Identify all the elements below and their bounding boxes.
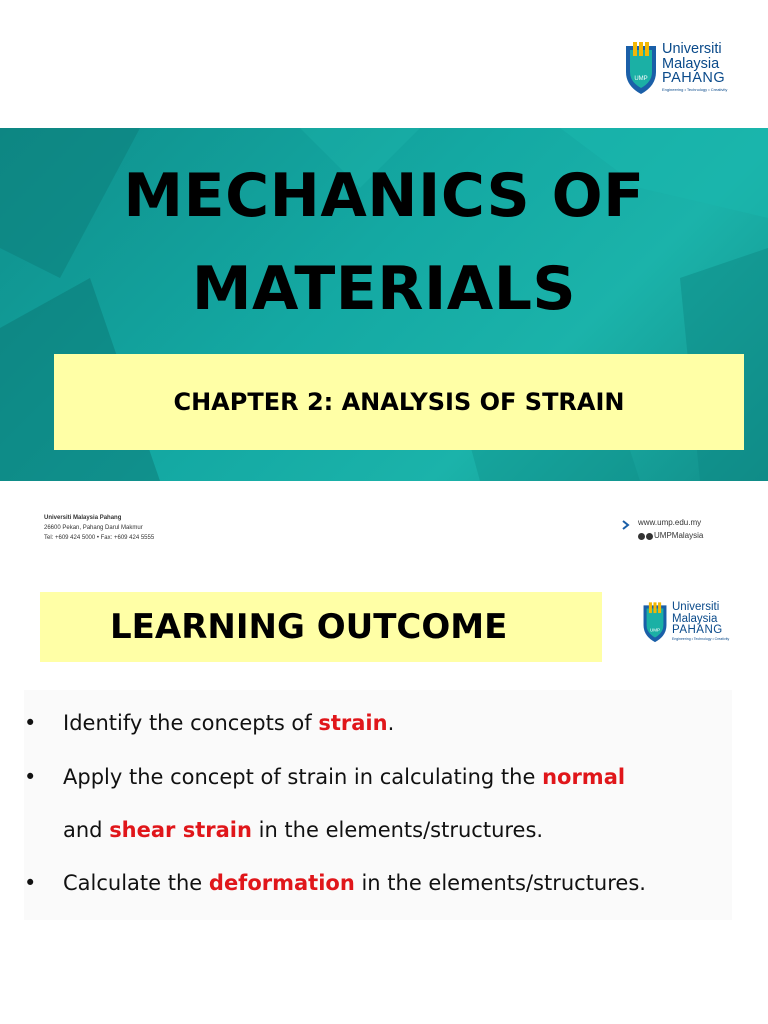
logo-line-pahang: PAHANG [672, 624, 723, 636]
title-line-2: MATERIALS [191, 254, 577, 324]
chapter-box [54, 354, 744, 450]
svg-text:UMP: UMP [634, 76, 648, 82]
ump-shield-icon [642, 602, 668, 644]
svg-text:UMP: UMP [649, 627, 661, 633]
bullet-dot: • [24, 871, 37, 895]
title-line-1: MECHANICS OF [123, 161, 645, 231]
instagram-icon [646, 533, 653, 540]
ump-logo [624, 42, 727, 96]
footer-address [44, 513, 154, 543]
bullet-dot: • [24, 711, 37, 735]
social-handle[interactable] [638, 530, 703, 542]
logo-line-universiti: Universiti [662, 41, 722, 57]
facebook-icon [638, 533, 645, 540]
keyword-deformation: deformation [208, 871, 355, 895]
ump-shield-icon [624, 42, 658, 96]
keyword-strain: strain [318, 711, 388, 735]
main-title [0, 150, 768, 336]
logo-line-malaysia: Malaysia [662, 55, 720, 72]
logo-line-universiti: Universiti [672, 601, 720, 613]
logo-line-malaysia: Malaysia [672, 612, 718, 625]
learning-outcome-box [40, 592, 602, 662]
website-link[interactable]: www.ump.edu.my [638, 518, 702, 527]
keyword-normal: normal [542, 765, 626, 789]
bullet-dot: • [24, 765, 37, 789]
social-handle-text: UMPMalaysia [654, 531, 704, 540]
keyword-shear-strain: shear strain [109, 818, 252, 842]
footer-university-name: Universiti Malaysia Pahang [44, 515, 122, 521]
chapter-title: CHAPTER 2: ANALYSIS OF STRAIN [173, 388, 625, 416]
logo-line-pahang: PAHANG [662, 70, 726, 86]
logo-tagline: Engineering • Technology • Creativity [662, 86, 728, 92]
learning-outcome-heading: LEARNING OUTCOME [110, 607, 508, 647]
footer-street: 26600 Pekan, Pahang Darul Makmur [44, 525, 143, 531]
logo-tagline: Engineering • Technology • Creativity [672, 636, 730, 641]
ump-logo-small [642, 602, 729, 644]
footer-contact: Tel: +609 424 5000 • Fax: +609 424 5555 [44, 535, 155, 541]
chevron-right-icon [622, 520, 630, 530]
